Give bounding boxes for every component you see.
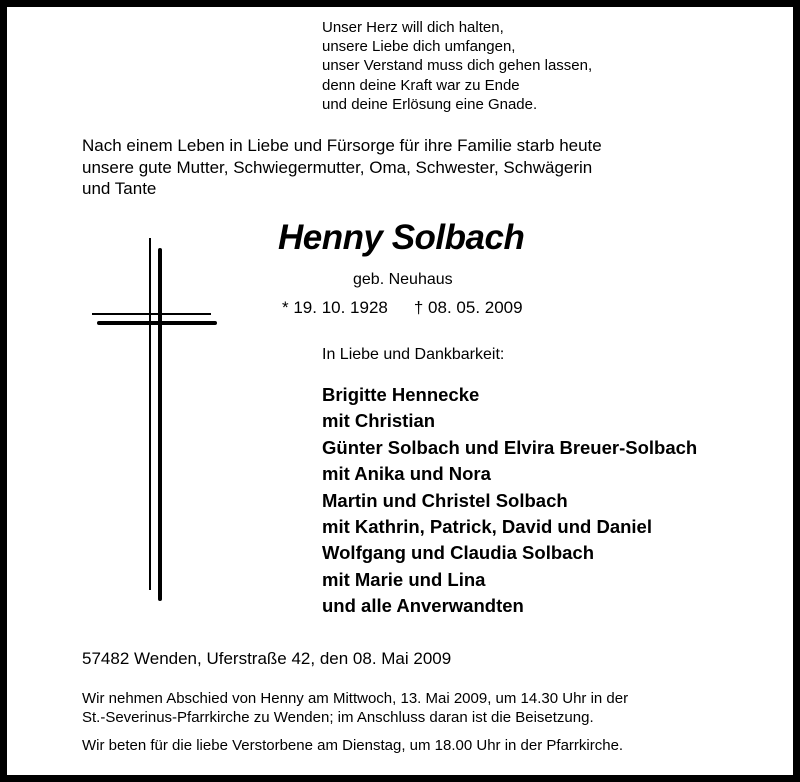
family-line: Wolfgang und Claudia Solbach xyxy=(322,542,595,564)
poem-line: Unser Herz will dich halten, xyxy=(322,19,504,36)
family-line: mit Anika und Nora xyxy=(322,463,491,485)
intro-line: und Tante xyxy=(82,179,157,198)
intro-text xyxy=(82,137,602,202)
poem-line: und deine Erlösung eine Gnade. xyxy=(322,95,538,113)
poem-line: unsere Liebe dich umfangen, xyxy=(322,38,516,56)
life-dates xyxy=(282,299,523,316)
birth-name: geb. Neuhaus xyxy=(353,271,453,288)
poem-line: denn deine Kraft war zu Ende xyxy=(322,76,520,94)
family-list xyxy=(322,386,697,624)
family-line: mit Kathrin, Patrick, David und Daniel xyxy=(322,515,652,537)
intro-line: unsere gute Mutter, Schwiegermutter, Oma, Schwester, Schwägerin xyxy=(82,157,593,177)
family-line: und alle Anverwandten xyxy=(322,595,524,617)
birth-date: * 19. 10. 1928 xyxy=(282,298,388,317)
funeral-line: Wir nehmen Abschied von Henny am Mittwoch, 13. Mai 2009, um 14.30 Uhr in der xyxy=(82,690,629,707)
funeral-line: St.-Severinus-Pfarrkirche zu Wenden; im Anschluss daran ist die Beisetzung. xyxy=(82,709,594,726)
thanks-line: In Liebe und Dankbarkeit: xyxy=(322,346,505,363)
poem-line: unser Verstand muss dich gehen lassen, xyxy=(322,57,593,75)
address-line: 57482 Wenden, Uferstraße 42, den 08. Mai 2009 xyxy=(82,649,452,668)
family-line: Martin und Christel Solbach xyxy=(322,489,568,511)
poem xyxy=(322,20,592,116)
family-line: Brigitte Hennecke xyxy=(322,384,480,405)
family-line: mit Christian xyxy=(322,410,436,432)
family-line: Günter Solbach und Elvira Breuer-Solbach xyxy=(322,436,698,458)
death-date: † 08. 05. 2009 xyxy=(413,298,523,317)
intro-line: Nach einem Leben in Liebe und Fürsorge für ihre Familie starb heute xyxy=(82,136,602,155)
deceased-name: Henny Solbach xyxy=(278,218,525,257)
family-line: mit Marie und Lina xyxy=(322,568,486,590)
prayer-line: Wir beten für die liebe Verstorbene am Dienstag, um 18.00 Uhr in der Pfarrkirche. xyxy=(82,737,624,754)
